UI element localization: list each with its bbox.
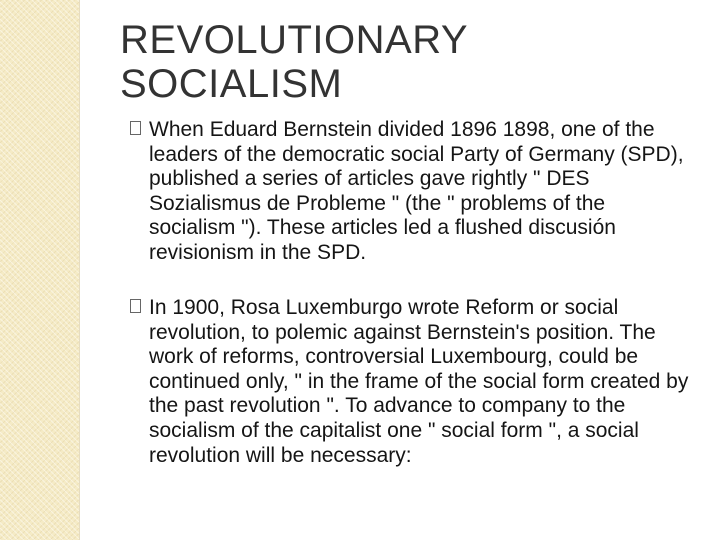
square-bullet-icon bbox=[130, 121, 141, 135]
side-divider bbox=[79, 0, 80, 540]
bullet-item bbox=[130, 118, 696, 266]
decorative-side-band bbox=[0, 0, 79, 540]
bullet-text: When Eduard Bernstein divided 1896 1898, one of the leaders of the democratic social Party of Germany (SPD), published a series of articles gave rightly " DES Sozialismus de Probleme " (the " problems of the socialism "). These articles led a flushed discusión revisionism in the SPD. bbox=[149, 118, 684, 264]
bullet-item bbox=[130, 296, 696, 468]
bullet-text: In 1900, Rosa Luxemburgo wrote Reform or social revolution, to polemic against Bernstein's position. The work of reforms, controversial Luxembourg, could be continued only, " in the frame of the social form created by the past revolution ". To advance to company to the socialism of the capitalist one " social form ", a social revolution will be necessary: bbox=[149, 296, 689, 467]
slide-title-line-1: REVOLUTIONARY bbox=[120, 18, 469, 62]
square-bullet-icon bbox=[130, 299, 141, 313]
slide-title bbox=[120, 18, 680, 106]
slide-title-line-2: SOCIALISM bbox=[120, 62, 343, 106]
